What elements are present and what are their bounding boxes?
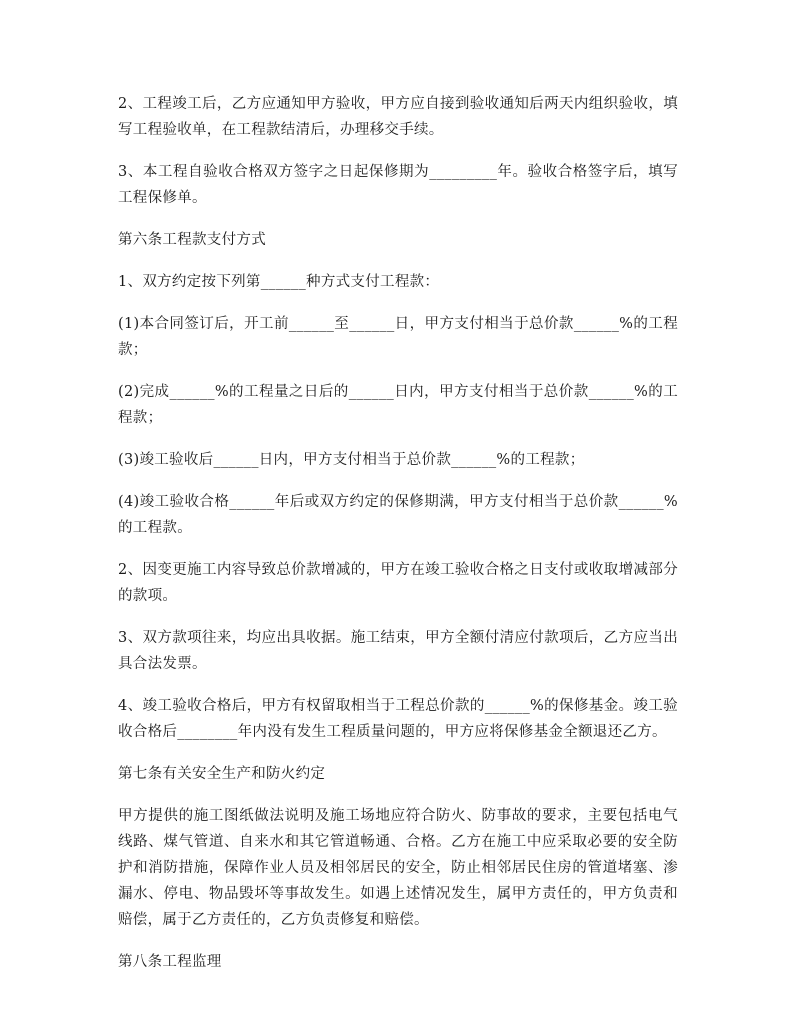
article-6-heading: 第六条工程款支付方式	[118, 232, 266, 248]
paragraph-payment-option-4: (4)竣工验收合格______年后或双方约定的保修期满，甲方支付相当于总价款______%的工程款。	[118, 494, 678, 536]
paragraph-safety-fire: 甲方提供的施工图纸做法说明及施工场地应符合防火、防事故的要求，主要包括电气线路、煤气管道、自来水和其它管道畅通、合格。乙方在施工中应采取必要的安全防护和消防措施，保障作业人员及相邻居民的安全，防止相邻居民住房的管道堵塞、渗漏水、停电、物品毁坏等事故发生。如遇上述情况发生，属甲方责任的，甲方负责和赔偿，属于乙方责任的，乙方负责修复和赔偿。	[118, 808, 678, 928]
paragraph-warranty-fund: 4、竣工验收合格后，甲方有权留取相当于工程总价款的______%的保修基金。竣工验收合格后________年内没有发生工程质量问题的，甲方应将保修基金全额退还乙方。	[118, 698, 678, 740]
article-8-heading: 第八条工程监理	[118, 954, 222, 970]
paragraph-payment-option-2: (2)完成______%的工程量之日后的______日内，甲方支付相当于总价款______%的工程款；	[118, 384, 678, 426]
document-page	[118, 91, 678, 991]
article-7-heading: 第七条有关安全生产和防火约定	[118, 766, 326, 782]
paragraph-receipts: 3、双方款项往来，均应出具收据。施工结束，甲方全额付清应付款项后，乙方应当出具合法发票。	[118, 630, 678, 672]
paragraph-acceptance: 2、工程竣工后，乙方应通知甲方验收，甲方应自接到验收通知后两天内组织验收，填写工程验收单，在工程款结清后，办理移交手续。	[118, 96, 678, 138]
paragraph-warranty-period: 3、本工程自验收合格双方签字之日起保修期为_________年。验收合格签字后，填写工程保修单。	[118, 164, 678, 206]
paragraph-payment-option-3: (3)竣工验收后______日内，甲方支付相当于总价款______%的工程款；	[118, 452, 585, 468]
paragraph-payment-method: 1、双方约定按下列第______种方式支付工程款：	[118, 274, 440, 290]
paragraph-payment-option-1: (1)本合同签订后，开工前______至______日，甲方支付相当于总价款______%的工程款；	[118, 316, 678, 358]
paragraph-price-change: 2、因变更施工内容导致总价款增减的，甲方在竣工验收合格之日支付或收取增减部分的款项。	[118, 562, 678, 604]
